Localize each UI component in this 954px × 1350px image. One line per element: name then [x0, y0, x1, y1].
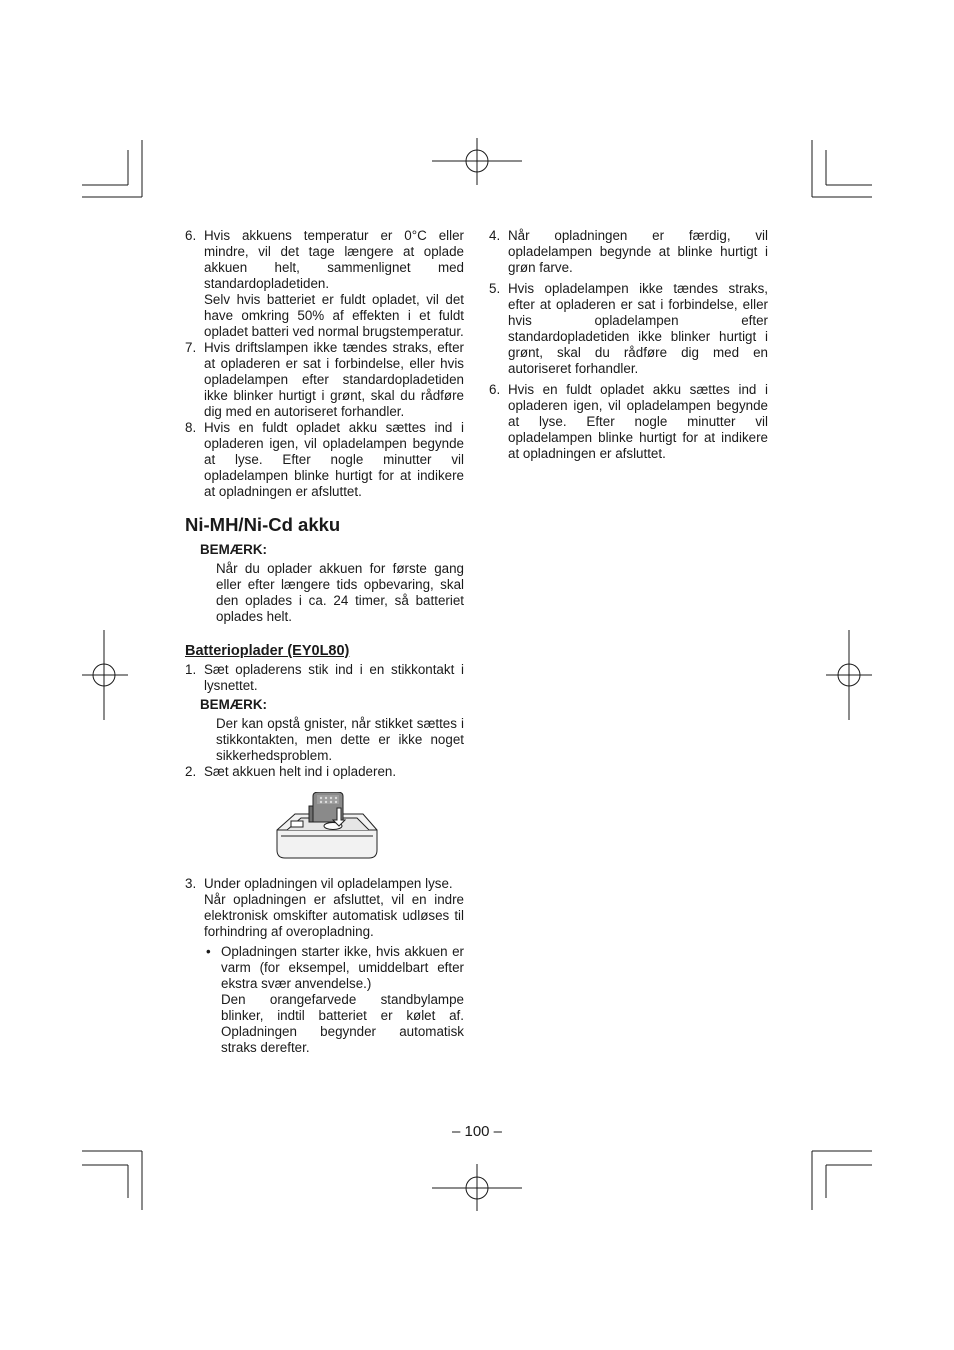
- note-text: Når du oplader akkuen for første gang eller efter længere tids opbevaring, skal den oplades i ca. 24 timer, så batteriet oplades helt.: [216, 561, 464, 624]
- list-item: [489, 281, 768, 377]
- subsection-title: Batterioplader (EY0L80): [185, 643, 350, 659]
- note-heading: BEMÆRK:: [200, 542, 267, 557]
- item-text: Sæt opladerens stik ind i en stikkontakt i lysnettet.: [204, 662, 464, 693]
- bullet-symbol: •: [206, 944, 211, 959]
- left-column: [185, 228, 464, 1056]
- list-item: [185, 662, 464, 694]
- bullet-text: Den orangefarvede standbylampe blinker, indtil batteriet er kølet af. Opladningen begynder automatisk straks derefter.: [221, 992, 464, 1055]
- charger-illustration: [273, 792, 381, 864]
- item-text: Under opladningen vil opladelampen lyse.: [204, 876, 453, 891]
- item-number: 6.: [185, 228, 197, 243]
- list-item: [185, 228, 464, 340]
- item-text: Selv hvis batteriet er fuldt opladet, vil det have omkring 50% af effekten i et fuldt opladet batteri ved normal brugstemperatur.: [204, 292, 464, 339]
- list-item: [489, 228, 768, 276]
- item-number: 4.: [489, 228, 501, 243]
- item-text: Hvis akkuens temperatur er 0°C eller mindre, vil det tage længere at oplade akkuen helt, sammenlignet med standardopladetiden.: [204, 228, 464, 291]
- note-text: Der kan opstå gnister, når stikket sættes i stikkontakten, men dette er ikke noget sikkerhedsproblem.: [216, 716, 464, 763]
- right-column: [489, 228, 768, 462]
- item-number: 3.: [185, 876, 197, 891]
- item-number: 1.: [185, 662, 197, 677]
- list-item: [185, 340, 464, 420]
- item-number: 8.: [185, 420, 197, 435]
- item-text: Sæt akkuen helt ind i opladeren.: [204, 764, 397, 779]
- item-number: 7.: [185, 340, 197, 355]
- section-title: Ni-MH/Ni-Cd akku: [185, 514, 341, 535]
- item-text: Hvis en fuldt opladet akku sættes ind i opladeren igen, vil opladelampen begynde at lyse. Efter nogle minutter vil opladelampen blinke hurtigt for at indikere at opladningen er afsluttet.: [508, 382, 768, 461]
- bullet-text: Opladningen starter ikke, hvis akkuen er varm (for eksempel, umiddelbart efter ekstra svær anvendelse.): [221, 944, 464, 991]
- list-item: [185, 876, 464, 940]
- item-number: 6.: [489, 382, 501, 397]
- item-text: Hvis en fuldt opladet akku sættes ind i opladeren igen, vil opladelampen begynde at lyse. Efter nogle minutter vil opladelampen blinke hurtigt for at indikere at opladningen er afsluttet.: [204, 420, 464, 499]
- bullet-item: [185, 944, 464, 1056]
- item-text: Hvis opladelampen ikke tændes straks, efter at opladeren er sat i forbindelse, eller hvis opladelampen efter standardopladetiden ikke blinker hurtigt i grønt, skal du rådføre dig med en autoriseret forhandler.: [508, 281, 768, 376]
- page-number: – 100 –: [451, 1123, 503, 1140]
- list-item: [185, 420, 464, 500]
- list-item: [185, 764, 464, 780]
- item-number: 5.: [489, 281, 501, 296]
- item-number: 2.: [185, 764, 197, 779]
- note-heading: BEMÆRK:: [200, 697, 267, 712]
- item-text: Hvis driftslampen ikke tændes straks, efter at opladeren er sat i forbindelse, eller hvis opladelampen efter standardopladetiden ikke blinker hurtigt i grønt, skal du rådføre dig med en autoriseret forhandler.: [204, 340, 464, 419]
- list-item: [489, 382, 768, 462]
- item-text: Når opladningen er afsluttet, vil en indre elektronisk omskifter automatisk udløses til forhindring af overopladning.: [204, 892, 464, 939]
- item-text: Når opladningen er færdig, vil opladelampen begynde at blinke hurtigt i grøn farve.: [508, 228, 768, 275]
